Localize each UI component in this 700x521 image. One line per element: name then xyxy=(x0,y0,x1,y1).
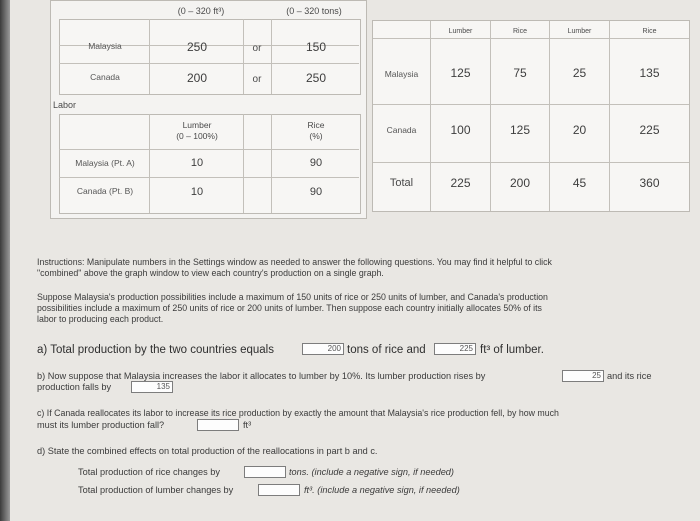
question-c-line-2: must its lumber production fall? xyxy=(37,420,165,430)
header-rice-range: (0 – 320 tons) xyxy=(286,6,342,16)
labor-header-rice: Rice (%) xyxy=(307,120,325,141)
answer-d-rice-input[interactable] xyxy=(244,466,286,478)
total-rice-prod: 200 xyxy=(509,176,531,190)
canada-lumber-prod: 100 xyxy=(450,123,471,137)
total-rice-prod-2: 360 xyxy=(639,176,660,190)
header-lumber-range: (0 – 320 ft³) xyxy=(177,6,225,16)
question-d-lumber-label: Total production of lumber changes by xyxy=(78,485,234,495)
answer-b-rice-input[interactable]: 135 xyxy=(131,381,173,393)
scenario-line-3: labor to producing each product. xyxy=(37,314,164,324)
malaysia-labor-rice[interactable]: 90 xyxy=(309,157,323,169)
total-lumber-prod: 225 xyxy=(450,176,471,190)
question-b-line-2: production falls by xyxy=(37,382,112,392)
or-label: or xyxy=(252,43,262,54)
canada-rice-max[interactable]: 250 xyxy=(305,71,327,85)
question-d-rice-label: Total production of rice changes by xyxy=(78,467,220,477)
canada-lumber-prod-2: 20 xyxy=(572,123,587,137)
malaysia-rice-prod: 75 xyxy=(513,66,527,80)
malaysia-lumber-prod: 125 xyxy=(450,66,471,80)
malaysia-labor-lumber[interactable]: 10 xyxy=(190,157,204,169)
malaysia-lumber-prod-2: 25 xyxy=(572,66,587,80)
canada-rice-prod: 125 xyxy=(509,123,531,137)
question-c-unit: ft³ xyxy=(243,420,252,430)
question-b-line-1: b) Now suppose that Malaysia increases the labor it allocates to lumber by 10%. Its lumber production rises by xyxy=(37,371,486,381)
malaysia-rice-max[interactable]: 150 xyxy=(305,40,327,54)
header-rice-2: Rice xyxy=(642,28,657,35)
canada-labor-rice[interactable]: 90 xyxy=(309,186,323,198)
row-label-malaysia: Malaysia xyxy=(384,69,419,79)
left-settings-table xyxy=(50,0,367,219)
question-a-text-3: ft³ of lumber. xyxy=(480,344,544,356)
answer-a-rice-input[interactable]: 200 xyxy=(302,343,344,355)
answer-d-lumber-input[interactable] xyxy=(258,484,300,496)
production-results-table xyxy=(372,20,690,212)
instructions-line-1: Instructions: Manipulate numbers in the Settings window as needed to answer the following questions. You may find it helpful to click xyxy=(37,257,552,267)
question-a-text-1: a) Total production by the two countries equals xyxy=(37,344,274,356)
labor-row-canada: Canada (Pt. B) xyxy=(76,186,134,196)
scenario-line-1: Suppose Malaysia's production possibilities include a maximum of 150 units of rice or 250 units of lumber, and Canada's production xyxy=(37,292,548,302)
canada-rice-prod-2: 225 xyxy=(639,123,660,137)
or-label: or xyxy=(252,74,262,85)
question-d-line-1: d) State the combined effects on total production of the reallocations in part b and c. xyxy=(37,446,378,456)
scenario-line-2: possibilities include a maximum of 250 units of rice or 200 units of lumber. Then suppose each country initially allocates 50% of its xyxy=(37,303,542,313)
labor-label: Labor xyxy=(53,100,77,110)
answer-a-lumber-input[interactable]: 225 xyxy=(434,343,476,355)
row-label-canada: Canada xyxy=(386,125,417,135)
total-lumber-prod-2: 45 xyxy=(572,176,587,190)
question-c-line-1: c) If Canada reallocates its labor to increase its rice production by exactly the amount that Malaysia's rice production fell, by how much xyxy=(37,408,559,418)
row-label-malaysia: Malaysia xyxy=(88,41,122,51)
question-d-rice-unit: tons. (include a negative sign, if needed) xyxy=(289,467,454,477)
labor-header-lumber: Lumber (0 – 100%) xyxy=(176,120,218,141)
header-lumber-1: Lumber xyxy=(448,28,473,35)
row-label-total: Total xyxy=(389,177,414,189)
labor-row-malaysia: Malaysia (Pt. A) xyxy=(75,158,135,168)
question-b-text-2: and its rice xyxy=(607,371,652,381)
question-d-lumber-unit: ft³. (include a negative sign, if needed) xyxy=(304,485,460,495)
question-a-text-2: tons of rice and xyxy=(347,344,426,356)
answer-b-lumber-input[interactable]: 25 xyxy=(562,370,604,382)
header-lumber-2: Lumber xyxy=(567,28,592,35)
header-rice-1: Rice xyxy=(512,28,527,35)
answer-c-lumber-input[interactable] xyxy=(197,419,239,431)
malaysia-lumber-max[interactable]: 250 xyxy=(186,40,208,54)
instructions-line-2: "combined" above the graph window to view each country's production on a single graph. xyxy=(37,268,384,278)
row-label-canada: Canada xyxy=(90,72,120,82)
canada-lumber-max[interactable]: 200 xyxy=(186,71,208,85)
canada-labor-lumber[interactable]: 10 xyxy=(190,186,204,198)
malaysia-rice-prod-2: 135 xyxy=(639,66,660,80)
